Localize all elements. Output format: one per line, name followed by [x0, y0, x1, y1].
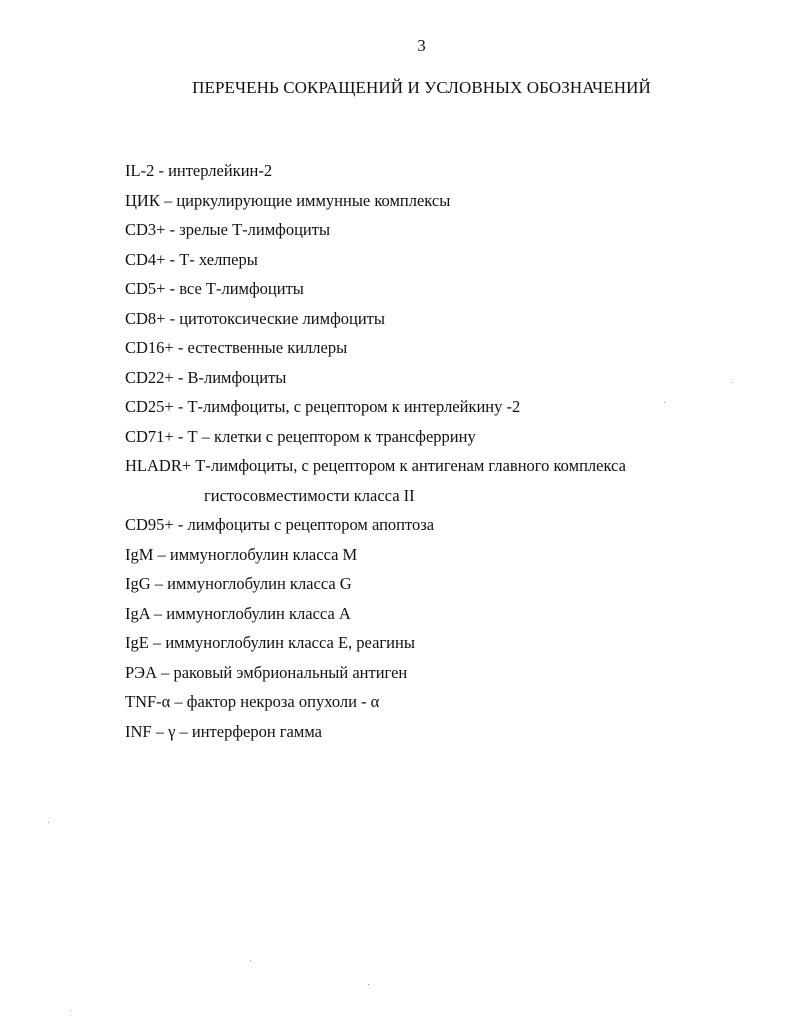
abbreviation-hladr-continuation: гистосовместимости класса II	[204, 485, 415, 505]
scan-speck	[70, 1010, 71, 1011]
page-number: 3	[417, 36, 426, 55]
abbreviation-iga: IgA – иммуноглобулин класса А	[125, 603, 351, 623]
abbreviation-ige: IgE – иммуноглобулин класса Е, реагины	[125, 633, 415, 652]
abbreviation-cd4: CD4+ - Т- хелперы	[125, 249, 258, 269]
abbreviation-cik: ЦИК – циркулирующие иммунные комплексы	[125, 190, 451, 210]
abbreviation-cd25: CD25+ - Т-лимфоциты, с рецептором к интерлейкину -2	[125, 397, 521, 416]
abbreviation-igm: IgM – иммуноглобулин класса М	[125, 544, 358, 564]
abbreviation-cd3: CD3+ - зрелые Т-лимфоциты	[125, 220, 331, 239]
abbreviation-hladr: HLADR+ Т-лимфоциты, с рецептором к антигенам главного комплекса	[125, 456, 626, 475]
abbreviation-tnf-alpha: TNF-α – фактор некроза опухоли - α	[125, 692, 380, 711]
abbreviation-cd5: CD5+ - все Т-лимфоциты	[125, 279, 304, 298]
scan-speck	[48, 822, 49, 823]
abbreviation-igg: IgG – иммуноглобулин класса G	[125, 574, 352, 593]
scan-speck	[250, 960, 251, 961]
scan-speck	[368, 984, 369, 985]
abbreviation-rea: РЭА – раковый эмбриональный антиген	[125, 662, 408, 682]
abbreviation-cd71: CD71+ - Т – клетки с рецептором к трансферрину	[125, 426, 476, 446]
scan-speck	[732, 382, 733, 383]
abbreviation-cd16: CD16+ - естественные киллеры	[125, 338, 348, 357]
scan-speck	[664, 402, 665, 403]
abbreviation-list	[125, 156, 626, 746]
page-title: ПЕРЕЧЕНЬ СОКРАЩЕНИЙ И УСЛОВНЫХ ОБОЗНАЧЕНИЙ	[192, 78, 651, 97]
abbreviation-cd22: CD22+ - В-лимфоциты	[125, 367, 287, 387]
abbreviation-il2: IL-2 - интерлейкин-2	[125, 161, 273, 180]
abbreviation-cd8: CD8+ - цитотоксические лимфоциты	[125, 308, 385, 328]
abbreviation-inf-gamma: INF – γ – интерферон гамма	[125, 721, 322, 741]
abbreviation-cd95: CD95+ - лимфоциты с рецептором апоптоза	[125, 515, 435, 534]
